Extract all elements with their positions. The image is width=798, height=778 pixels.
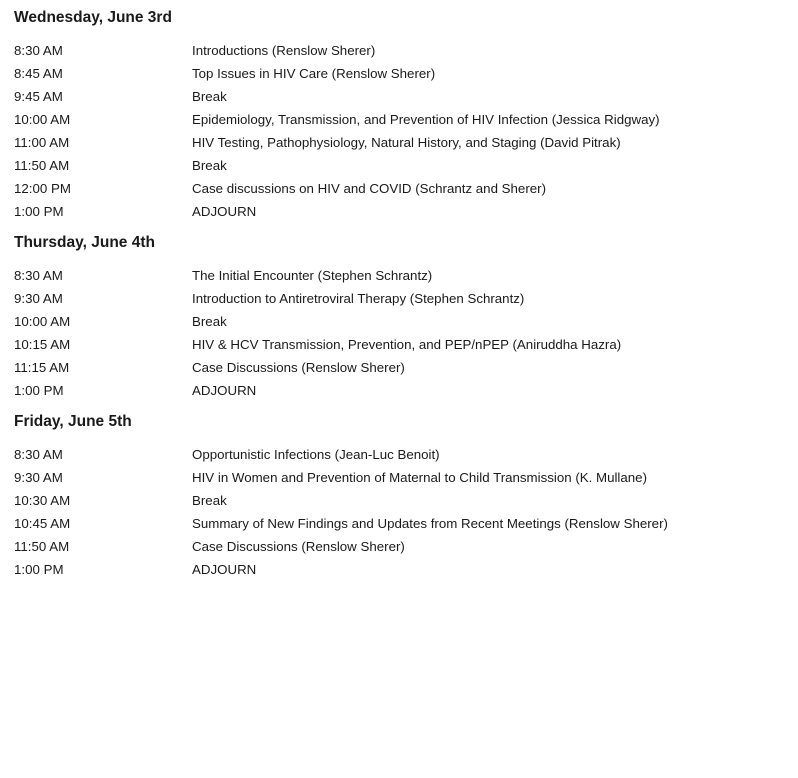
session-title: The Initial Encounter (Stephen Schrantz) (192, 268, 433, 283)
session-time: 8:30 AM (14, 43, 63, 58)
session-time: 8:30 AM (14, 268, 63, 283)
session-time: 11:50 AM (14, 158, 70, 173)
session-title: HIV in Women and Prevention of Maternal to Child Transmission (K. Mullane) (192, 470, 648, 485)
session-row (14, 287, 794, 310)
session-row (14, 177, 794, 200)
session-title: Summary of New Findings and Updates from Recent Meetings (Renslow Sherer) (192, 516, 668, 531)
session-title: Break (192, 89, 227, 104)
session-row (14, 489, 794, 512)
session-title: Epidemiology, Transmission, and Prevention of HIV Infection (Jessica Ridgway) (192, 112, 660, 127)
session-title: Opportunistic Infections (Jean-Luc Benoit) (192, 447, 440, 462)
session-time: 11:00 AM (14, 135, 70, 150)
session-time: 1:00 PM (14, 204, 64, 219)
session-title: ADJOURN (192, 562, 257, 577)
session-time: 10:15 AM (14, 337, 71, 352)
session-title: Break (192, 158, 227, 173)
session-title: Introduction to Antiretroviral Therapy (Stephen Schrantz) (192, 291, 525, 306)
session-time: 9:30 AM (14, 291, 63, 306)
day-title: Friday, June 5th (14, 413, 132, 430)
session-title: Break (192, 314, 227, 329)
session-time: 1:00 PM (14, 383, 64, 398)
session-time: 10:30 AM (14, 493, 71, 508)
session-row (14, 333, 794, 356)
session-time: 9:45 AM (14, 89, 63, 104)
session-row (14, 108, 794, 131)
session-time: 11:50 AM (14, 539, 70, 554)
session-row (14, 264, 794, 287)
session-time: 10:00 AM (14, 112, 71, 127)
session-row (14, 85, 794, 108)
session-row (14, 356, 794, 379)
day-friday (14, 411, 794, 581)
session-title: Break (192, 493, 227, 508)
session-title: HIV & HCV Transmission, Prevention, and PEP/nPEP (Aniruddha Hazra) (192, 337, 622, 352)
session-title: HIV Testing, Pathophysiology, Natural History, and Staging (David Pitrak) (192, 135, 621, 150)
session-time: 10:00 AM (14, 314, 71, 329)
session-title: ADJOURN (192, 204, 257, 219)
session-row (14, 62, 794, 85)
session-time: 12:00 PM (14, 181, 71, 196)
session-row (14, 131, 794, 154)
session-time: 8:30 AM (14, 447, 63, 462)
session-row (14, 310, 794, 333)
session-row (14, 535, 794, 558)
day-wednesday (14, 7, 794, 223)
session-row (14, 512, 794, 535)
session-row (14, 558, 794, 581)
session-title: ADJOURN (192, 383, 257, 398)
day-thursday (14, 232, 794, 402)
session-time: 8:45 AM (14, 66, 63, 81)
session-row (14, 443, 794, 466)
session-time: 9:30 AM (14, 470, 63, 485)
session-title: Case discussions on HIV and COVID (Schrantz and Sherer) (192, 181, 547, 196)
session-row (14, 39, 794, 62)
session-time: 11:15 AM (14, 360, 70, 375)
session-row (14, 200, 794, 223)
session-title: Introductions (Renslow Sherer) (192, 43, 376, 58)
agenda (14, 7, 794, 581)
session-time: 10:45 AM (14, 516, 71, 531)
session-title: Case Discussions (Renslow Sherer) (192, 360, 405, 375)
session-time: 1:00 PM (14, 562, 64, 577)
session-row (14, 466, 794, 489)
session-title: Case Discussions (Renslow Sherer) (192, 539, 405, 554)
session-row (14, 154, 794, 177)
session-title: Top Issues in HIV Care (Renslow Sherer) (192, 66, 436, 81)
day-title: Wednesday, June 3rd (14, 9, 172, 26)
day-title: Thursday, June 4th (14, 234, 155, 251)
session-row (14, 379, 794, 402)
